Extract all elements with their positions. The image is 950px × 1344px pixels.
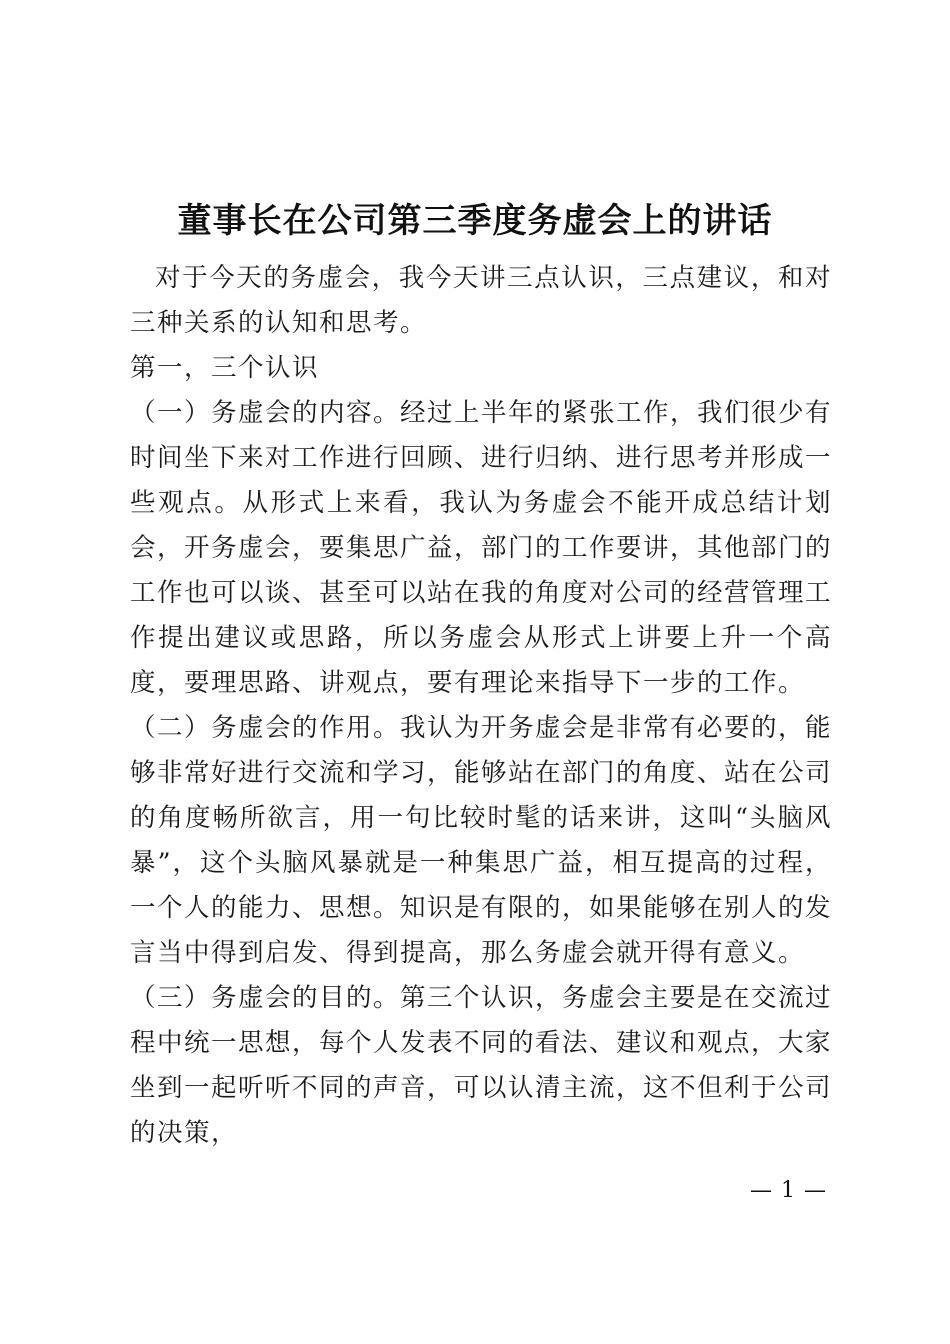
section-heading-first: 第一，三个认识 bbox=[130, 353, 320, 383]
document-title: 董事长在公司第三季度务虚会上的讲话 bbox=[177, 200, 773, 241]
paragraph-function: （二）务虚会的作用。我认为开务虚会是非常有必要的，能够非常好进行交流和学习，能够站在部门的角度、站在公司的角度畅所欲言，用一句比较时髦的话来讲，这叫“头脑风暴”，这个头脑风暴就是一种集思广益，相互提高的过程，一个人的能力、思想。知识是有限的，如果能够在别人的发言当中得到启发、得到提高，那么务虚会就开得有意义。 bbox=[130, 713, 833, 968]
intro-paragraph: 对于今天的务虚会，我今天讲三点认识，三点建议，和对三种关系的认知和思考。 bbox=[130, 263, 832, 338]
document-body bbox=[130, 256, 832, 1156]
paragraph-purpose: （三）务虚会的目的。第三个认识，务虚会主要是在交流过程中统一思想，每个人发表不同的看法、建议和观点，大家坐到一起听听不同的声音，可以认清主流，这不但利于公司的决策， bbox=[130, 983, 833, 1148]
page-number: — 1 — bbox=[750, 1178, 827, 1203]
paragraph-content: （一）务虚会的内容。经过上半年的紧张工作，我们很少有时间坐下来对工作进行回顾、进行归纳、进行思考并形成一些观点。从形式上来看，我认为务虚会不能开成总结计划会，开务虚会，要集思广益，部门的工作要讲，其他部门的工作也可以谈、甚至可以站在我的角度对公司的经营管理工作提出建议或思路，所以务虚会从形式上讲要上升一个高度，要理思路、讲观点，要有理论来指导下一步的工作。 bbox=[130, 398, 833, 698]
